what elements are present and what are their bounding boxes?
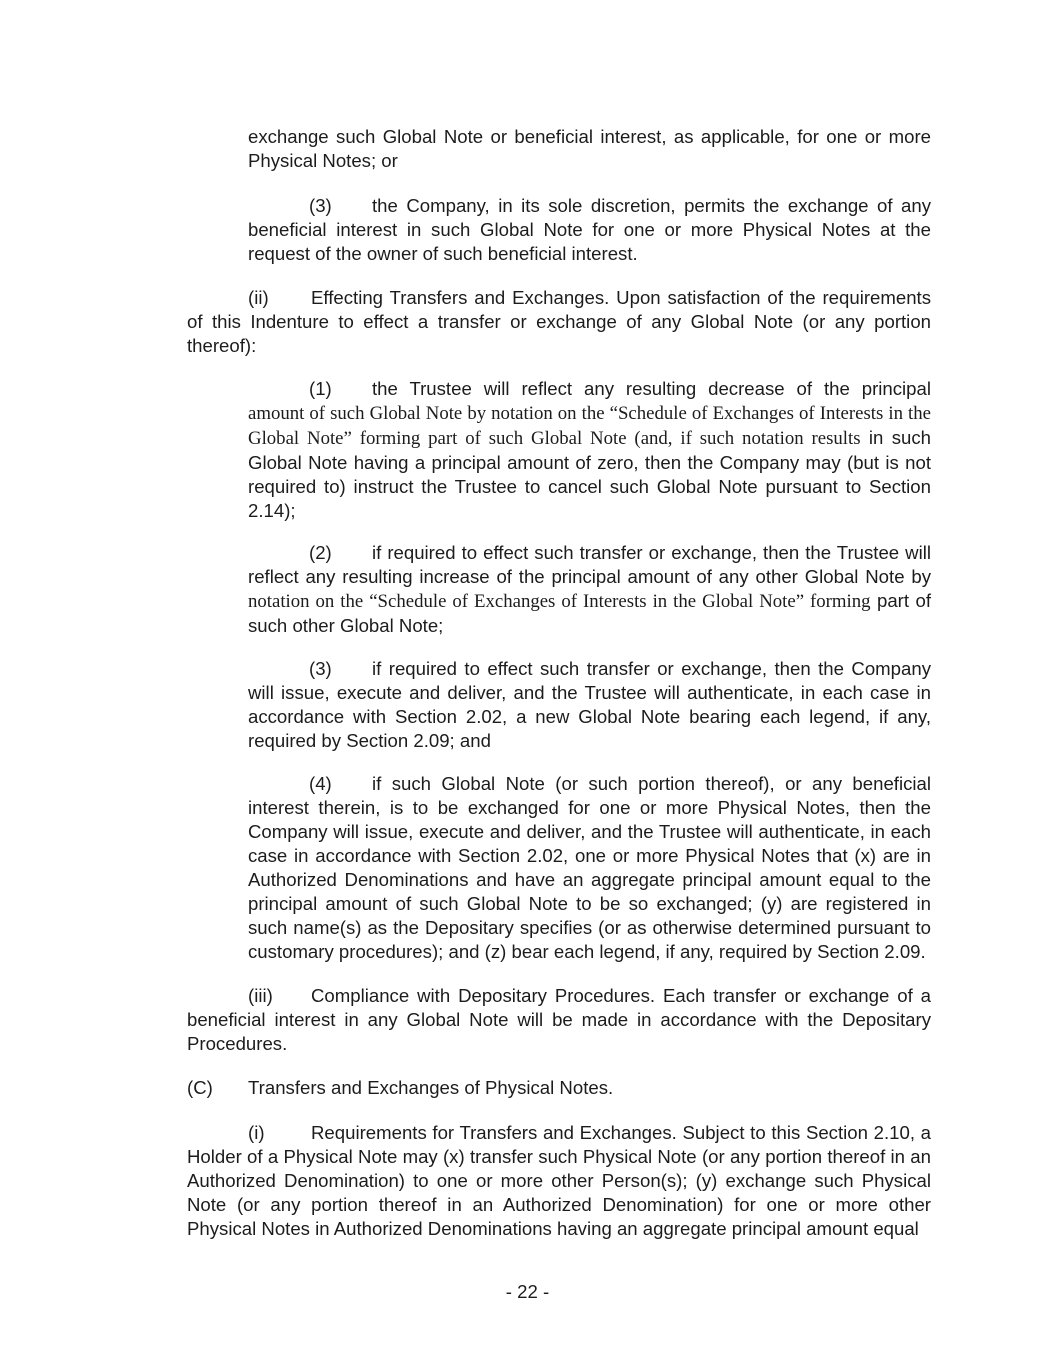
paragraph-number: (4) (309, 773, 332, 794)
paragraph-text: Requirements for Transfers and Exchanges. Subject to this Section 2.10, a Holder of a Physical Note may (x) transfer such Physical Note (or any portion thereof in an Authorized Denomination) to one or more other Person(s); (y) exchange such Physical Note (or any portion thereof in an Authorized Denomination) for one or more other Physical Notes in Authorized Denominations having an aggregate principal amount equal (187, 1122, 931, 1239)
paragraph-text-serif: amount of such Global Note by notation on the “Schedule of Exchanges of Interests in the Global Note” forming part of such Global Note (and, if such notation results (248, 403, 931, 449)
paragraph-number: (1) (309, 378, 332, 399)
paragraph-text: if such Global Note (or such portion thereof), or any beneficial interest therein, is to be exchanged for one or more Physical Notes, then the Company will issue, execute and deliver, and the Trustee will authenticate, in each case in accordance with Section 2.02, one or more Physical Notes that (x) are in Authorized Denominations and have an aggregate principal amount equal to the principal amount of such Global Note to be so exchanged; (y) are registered in such name(s) as the Depositary specifies (or as otherwise determined pursuant to customary procedures); and (z) bear each legend, if any, required by Section 2.09. (248, 773, 931, 962)
paragraph-number: (3) (309, 658, 332, 679)
paragraph-number: (ii) (248, 287, 269, 308)
paragraph-ii-effecting-transfers (187, 286, 931, 358)
paragraph-text: Compliance with Depositary Procedures. Each transfer or exchange of a beneficial interest in any Global Note will be made in accordance with the Depositary Procedures. (187, 985, 931, 1054)
paragraph-text: if required to effect such transfer or exchange, then the Trustee will reflect any resulting increase of the principal amount of any other Global Note by (248, 542, 931, 587)
paragraph-2-trustee-reflect-increase (248, 541, 931, 638)
paragraph-number: (2) (309, 542, 332, 563)
page-number: - 22 - (505, 1281, 550, 1302)
paragraph-number: (3) (309, 195, 332, 216)
paragraph-text: Effecting Transfers and Exchanges. Upon satisfaction of the requirements of this Indenture to effect a transfer or exchange of any Global Note (or any portion thereof): (187, 287, 931, 356)
paragraph-number: (iii) (248, 985, 273, 1006)
paragraph-text: part of such other Global Note; (248, 590, 931, 636)
paragraph-text: the Trustee will reflect any resulting decrease of the principal (372, 378, 931, 399)
paragraph-text: if required to effect such transfer or exchange, then the Company will issue, execute and deliver, and the Trustee will authenticate, in each case in accordance with Section 2.02, a new Global Note bearing each legend, if any, required by Section 2.09; and (248, 658, 931, 751)
paragraph-text: exchange such Global Note or beneficial interest, as applicable, for one or more Physical Notes; or (248, 126, 931, 171)
paragraph-3-permits-exchange (248, 194, 931, 266)
section-letter: (C) (187, 1077, 213, 1098)
paragraph-iii-compliance (187, 984, 931, 1056)
paragraph-text-serif: notation on the “Schedule of Exchanges of Interests in the Global Note” forming (248, 591, 871, 612)
paragraph-text: in such Global Note having a principal amount of zero, then the Company may (but is not required to) instruct the Trustee to cancel such Global Note pursuant to Section 2.14); (248, 427, 931, 521)
paragraph-1-trustee-reflect-decrease (248, 377, 931, 523)
paragraph-text: the Company, in its sole discretion, permits the exchange of any beneficial interest in such Global Note for one or more Physical Notes at the request of the owner of such beneficial interest. (248, 195, 931, 264)
paragraph-3-company-issue (248, 657, 931, 753)
paragraph-4-physical-notes (248, 772, 931, 964)
paragraph-number: (i) (248, 1122, 265, 1143)
paragraph-continuation (248, 125, 931, 173)
section-c-heading (187, 1076, 931, 1100)
section-heading-text: Transfers and Exchanges of Physical Notes. (248, 1077, 614, 1098)
paragraph-i-requirements (187, 1121, 931, 1241)
